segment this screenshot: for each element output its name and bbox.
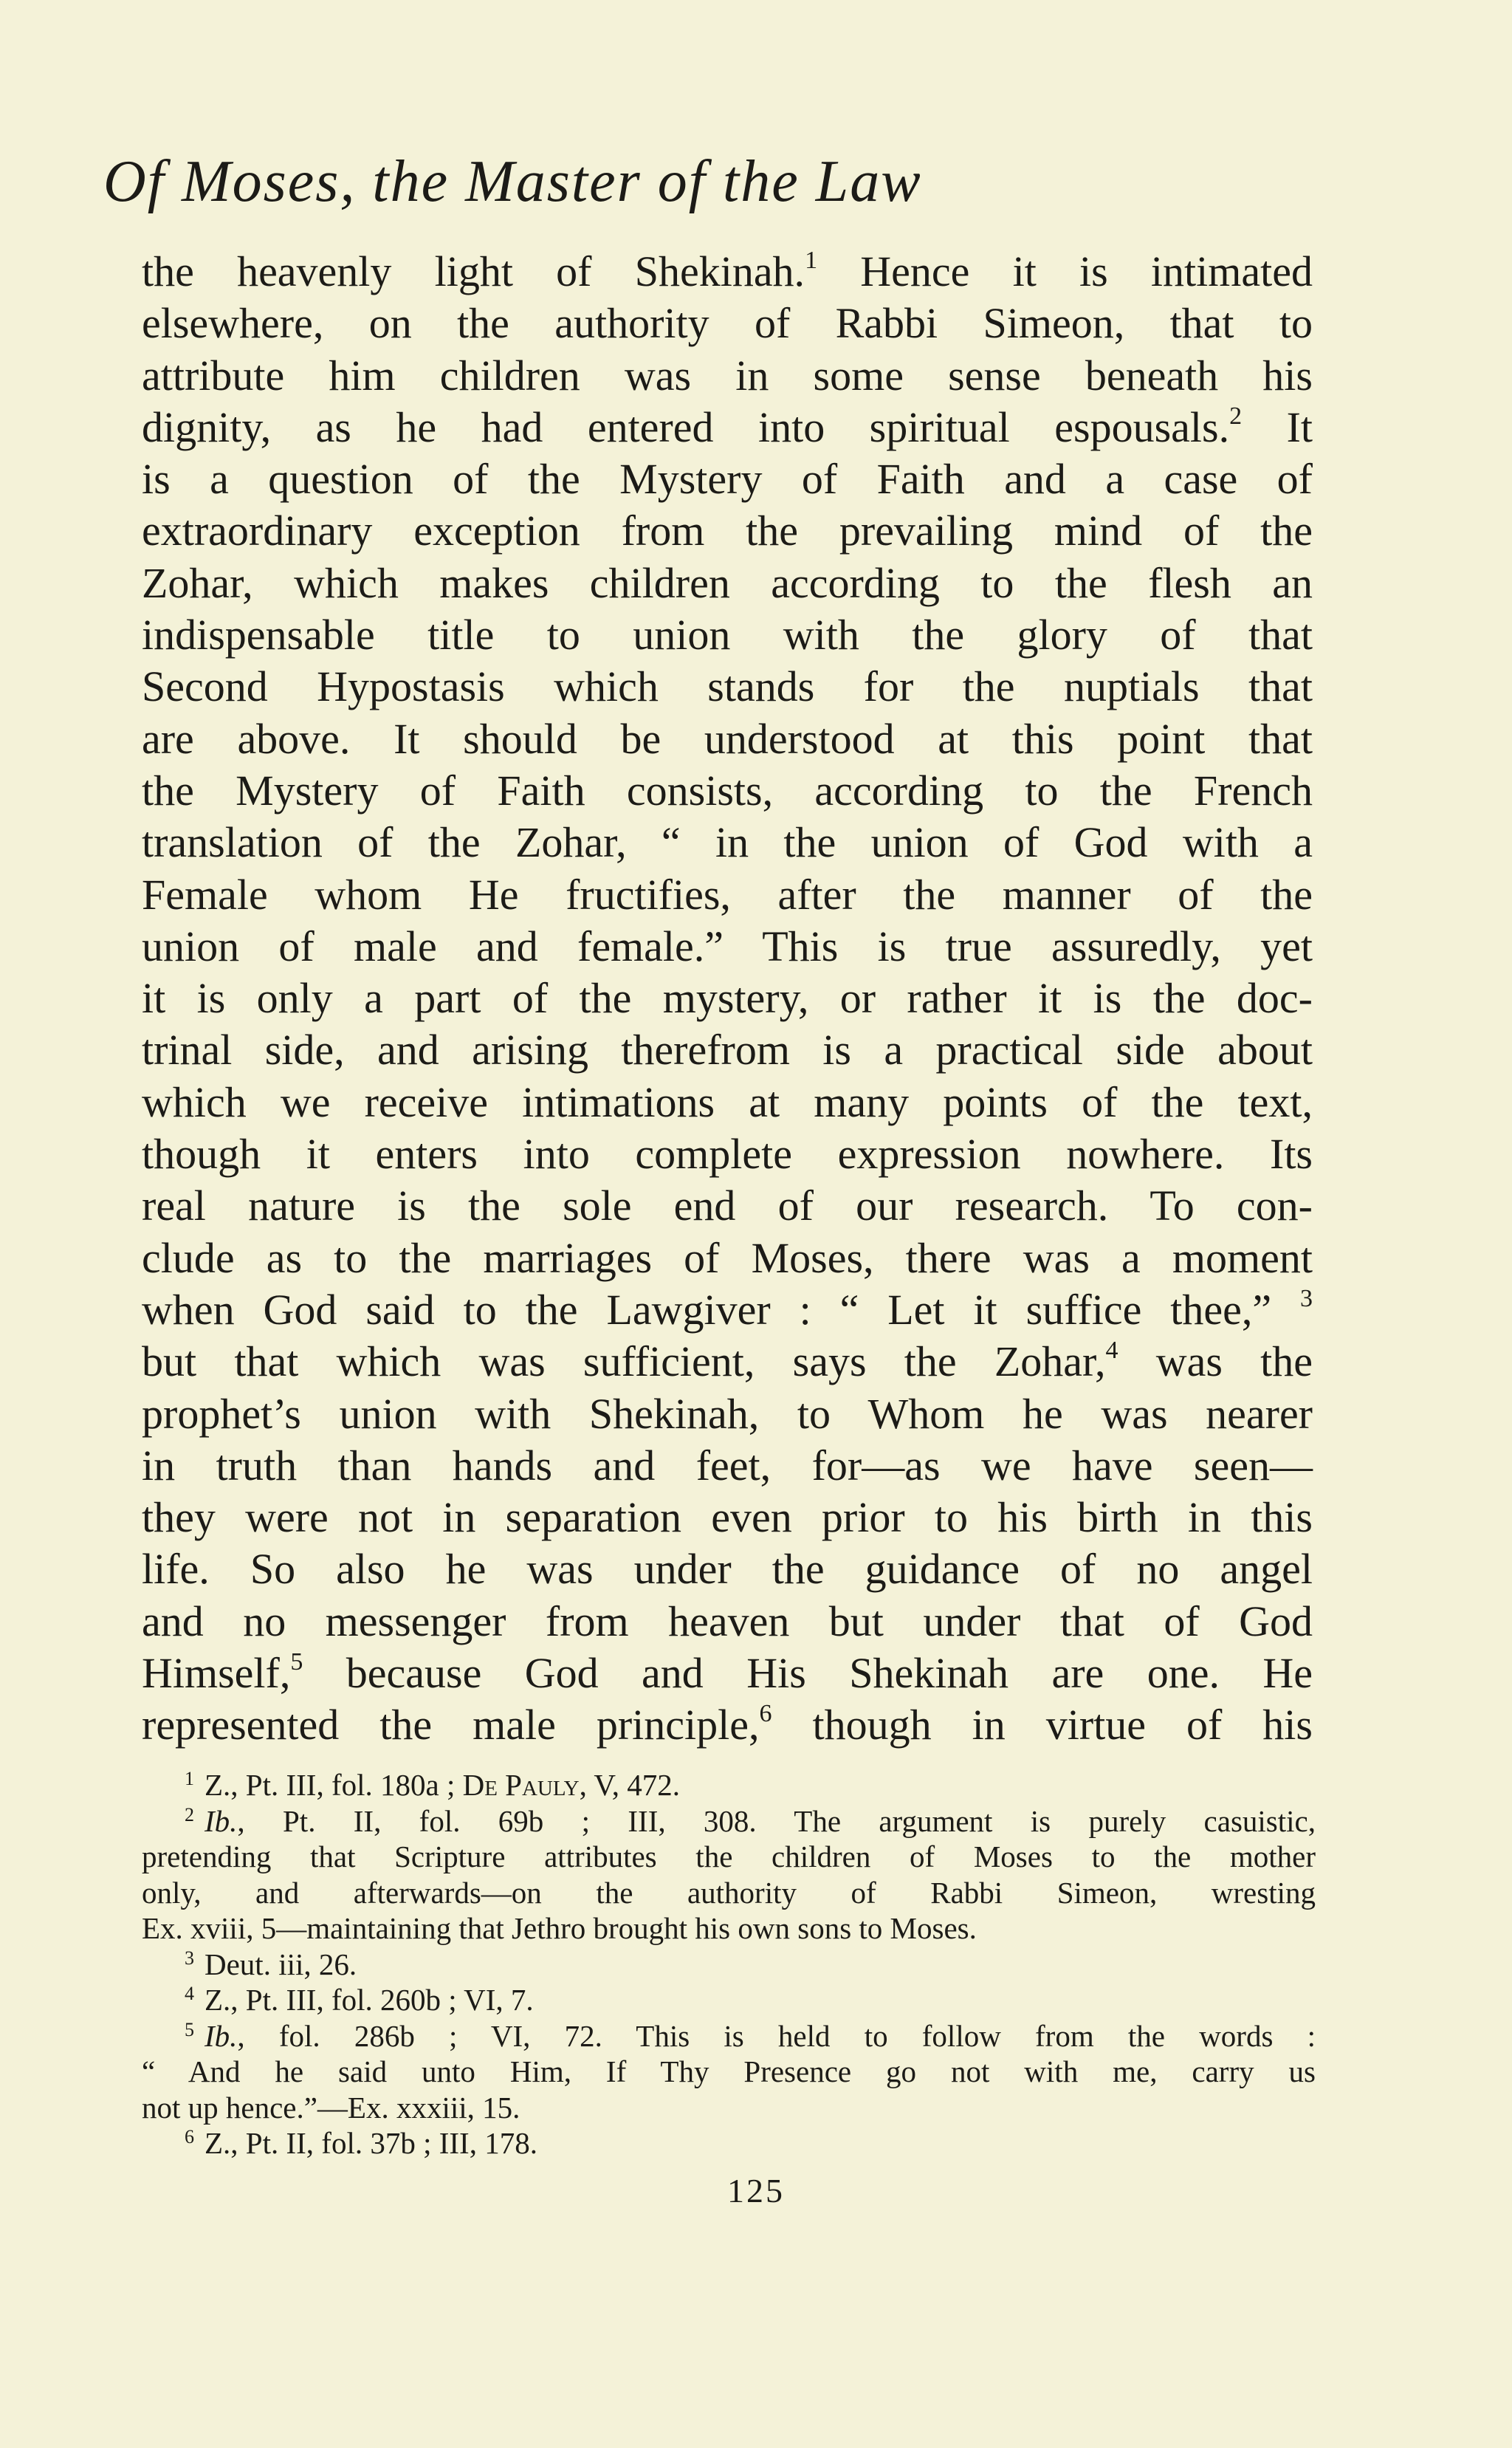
text-line: union of male and female.” This is true assuredly, yet <box>142 922 1313 970</box>
text-line: clude as to the marriages of Moses, there was a moment <box>142 1233 1313 1282</box>
text-line: attribute him children was in some sense beneath his <box>142 351 1313 400</box>
footnote-2-line: only, and afterwards—on the authority of Rabbi Simeon, wresting <box>142 1875 1316 1910</box>
footnote-marker: 5 <box>185 2018 194 2040</box>
footnote-reference: 2 <box>1229 402 1243 430</box>
text-line: represented the male principle,$^6$ though in virtue of his <box>142 1700 1313 1749</box>
footnote-marker: 3 <box>185 1947 194 1969</box>
footnote-5: $^5$ Ib., fol. 286b ; VI, 72. This is held to follow from the words : <box>185 2018 1316 2053</box>
footnote-reference: 4 <box>1105 1337 1118 1365</box>
text-line: Female whom He fructifies, after the manner of the <box>142 870 1313 919</box>
text-line: but that which was sufficient, says the Zohar,$^4$ was the <box>142 1337 1313 1386</box>
text-line: it is only a part of the mystery, or rather it is the doc- <box>142 974 1313 1023</box>
footnote-marker: 4 <box>185 1983 194 2004</box>
text-line: though it enters into complete expression nowhere. Its <box>142 1130 1313 1179</box>
body-text <box>142 246 1313 1752</box>
text-line: Himself,$^5$ because God and His Shekinah are one. He <box>142 1648 1313 1698</box>
footnote-1: $^1$ Z., Pt. III, fol. 180a ; De Pauly, V, 472. <box>185 1768 680 1802</box>
footnote-marker: 6 <box>185 2126 194 2147</box>
text-line: real nature is the sole end of our research. To con- <box>142 1182 1313 1230</box>
page-number: 125 <box>727 2172 785 2209</box>
text-line: are above. It should be understood at this point that <box>142 714 1313 763</box>
running-head: Of Moses, the Master of the Law <box>103 149 922 214</box>
footnote-4: $^4$ Z., Pt. III, fol. 260b ; VI, 7. <box>185 1983 534 2017</box>
footnote-reference: 3 <box>1300 1284 1313 1312</box>
footnote-reference: 1 <box>805 247 818 274</box>
text-line: Second Hypostasis which stands for the nuptials that <box>142 662 1313 711</box>
footnote-reference: 6 <box>759 1700 772 1728</box>
footnote-6: $^6$ Z., Pt. II, fol. 37b ; III, 178. <box>185 2126 537 2160</box>
footnote-5-line: not up hence.”—Ex. xxxiii, 15. <box>142 2090 520 2125</box>
footnote-3: $^3$ Deut. iii, 26. <box>185 1947 357 1981</box>
text-line: the Mystery of Faith consists, according to the French <box>142 766 1313 815</box>
text-line: which we receive intimations at many points of the text, <box>142 1077 1313 1126</box>
footnote-2-line: pretending that Scripture attributes the children of Moses to the mother <box>142 1840 1316 1873</box>
text-line: extraordinary exception from the prevailing mind of the <box>142 507 1313 555</box>
text-line: is a question of the Mystery of Faith and a case of <box>142 455 1313 504</box>
text-line: the heavenly light of Shekinah.$^1$ Hence it is intimated <box>142 247 1313 295</box>
text-line: they were not in separation even prior to his birth in this <box>142 1493 1313 1542</box>
text-line: and no messenger from heaven but under that of God <box>142 1597 1313 1645</box>
text-line: in truth than hands and feet, for—as we have seen— <box>142 1441 1313 1489</box>
text-line: life. So also he was under the guidance of no angel <box>142 1545 1313 1594</box>
text-line: prophet’s union with Shekinah, to Whom he was nearer <box>142 1389 1313 1438</box>
text-line: trinal side, and arising therefrom is a practical side about <box>142 1026 1313 1074</box>
footnotes <box>142 1767 1316 2161</box>
text-line: Zohar, which makes children according to the flesh an <box>142 558 1313 607</box>
footnote-2-line: Ex. xviii, 5—maintaining that Jethro brought his own sons to Moses. <box>142 1911 977 1945</box>
text-line: translation of the Zohar, “ in the union of God with a <box>142 818 1313 867</box>
text-line: elsewhere, on the authority of Rabbi Simeon, that to <box>142 299 1313 348</box>
text-line: when God said to the Lawgiver : “ Let it suffice thee,” $^3$ <box>142 1284 1313 1334</box>
footnote-5-line: “ And he said unto Him, If Thy Presence go not with me, carry us <box>142 2054 1316 2088</box>
text-line: indispensable title to union with the glory of that <box>142 611 1313 659</box>
footnote-reference: 5 <box>290 1648 303 1676</box>
footnote-marker: 2 <box>185 1803 194 1825</box>
footnote-2: $^2$ Ib., Pt. II, fol. 69b ; III, 308. The argument is purely casuistic, <box>185 1803 1316 1838</box>
text-line: dignity, as he had entered into spiritual espousals.$^2$ It <box>142 402 1313 451</box>
footnote-marker: 1 <box>185 1768 194 1789</box>
